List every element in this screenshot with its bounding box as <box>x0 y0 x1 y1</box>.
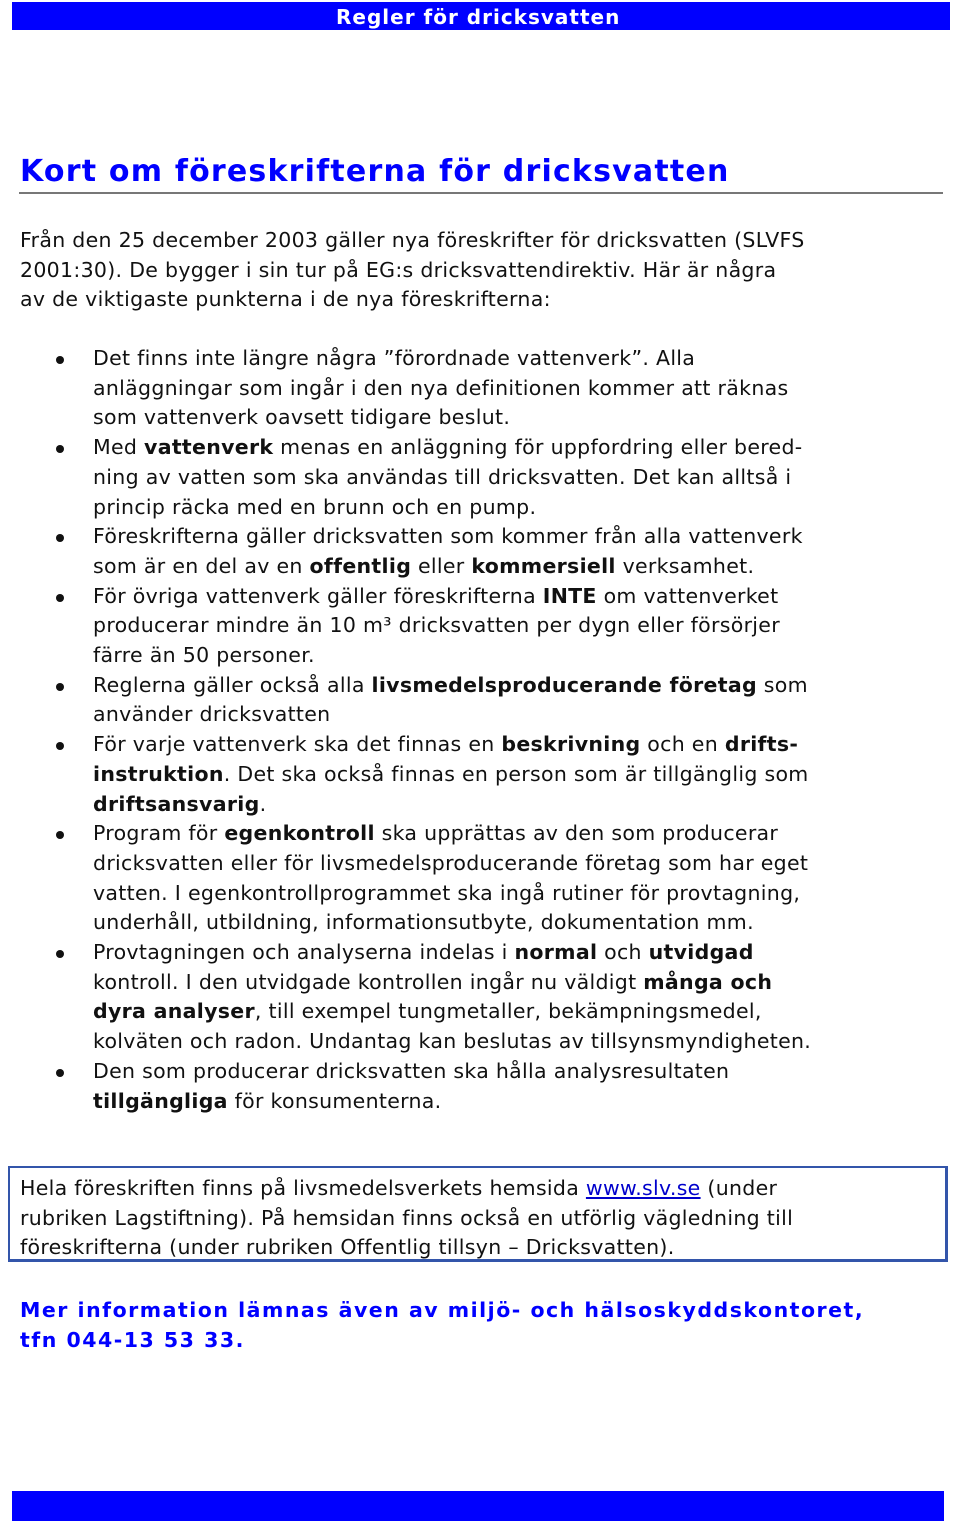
emphasis-text: INTE <box>542 583 597 608</box>
body-text: ska upprättas av den som producerar <box>374 821 779 846</box>
body-text: som är en del av en <box>93 553 310 578</box>
list-item-line <box>93 938 960 968</box>
bullet-icon <box>56 950 64 958</box>
info-line: rubriken Lagstiftning). På hemsidan finns också en utförlig vägledning till <box>20 1205 794 1230</box>
emphasis-text: drifts- <box>724 732 799 757</box>
emphasis-text: egenkontroll <box>224 821 375 846</box>
list-item-line <box>93 433 960 463</box>
body-text: Med <box>93 435 145 460</box>
body-text: Reglerna gäller också alla <box>93 672 372 697</box>
emphasis-text: tillgängliga <box>93 1088 228 1113</box>
list-item-line <box>93 641 960 671</box>
body-text: dricksvatten eller för livsmedelsproducerande företag som har eget <box>93 850 809 875</box>
list-item-line <box>93 611 960 641</box>
info-line: föreskrifterna (under rubriken Offentlig tillsyn – Dricksvatten). <box>20 1235 675 1260</box>
list-item <box>0 522 960 581</box>
bullet-icon <box>56 1069 64 1077</box>
bullet-icon <box>56 356 64 364</box>
list-item-line <box>93 968 960 998</box>
list-item <box>0 938 960 1057</box>
list-item-line <box>93 908 960 938</box>
bullet-icon <box>56 683 64 691</box>
body-text: som vattenverk oavsett tidigare beslut. <box>93 405 511 430</box>
heading-divider <box>19 192 943 194</box>
list-item-line <box>93 997 960 1027</box>
emphasis-text: normal <box>514 940 598 965</box>
emphasis-text: driftsansvarig <box>93 791 260 816</box>
body-text: vatten. I egenkontrollprogrammet ska ingå rutiner för provtagning, <box>93 880 801 905</box>
body-text: som <box>756 672 808 697</box>
list-item-line <box>93 1087 960 1117</box>
emphasis-text: vattenverk <box>144 435 274 460</box>
body-text: Den som producerar dricksvatten ska hålla analysresultaten <box>93 1058 730 1083</box>
list-item-line <box>93 700 960 730</box>
body-text: producerar mindre än 10 m³ dricksvatten per dygn eller försörjer <box>93 613 780 638</box>
body-text: Provtagningen och analyserna indelas i <box>93 940 515 965</box>
list-item-line <box>93 879 960 909</box>
list-item-line <box>93 552 960 582</box>
info-line-post: (under <box>700 1176 778 1200</box>
list-item-line <box>93 730 960 760</box>
list-item-line <box>93 819 960 849</box>
list-item <box>0 819 960 938</box>
body-text: ning av vatten som ska användas till dricksvatten. Det kan alltså i <box>93 464 792 489</box>
body-text: om vattenverket <box>596 583 779 608</box>
body-text: . Det ska också finnas en person som är tillgänglig som <box>223 761 809 786</box>
list-item-line <box>93 671 960 701</box>
emphasis-text: många och <box>643 969 773 994</box>
list-item-line <box>93 493 960 523</box>
emphasis-text: offentlig <box>309 553 412 578</box>
body-text: anläggningar som ingår i den nya definitionen kommer att räknas <box>93 375 789 400</box>
intro-line: av de viktigaste punkterna i de nya föreskrifterna: <box>20 287 551 312</box>
body-text: färre än 50 personer. <box>93 643 315 668</box>
list-item-line <box>93 1057 960 1087</box>
body-text: Föreskrifterna gäller dricksvatten som kommer från alla vattenverk <box>93 524 803 549</box>
body-text: För varje vattenverk ska det finnas en <box>93 732 502 757</box>
bullet-icon <box>56 445 64 453</box>
body-text: För övriga vattenverk gäller föreskrifterna <box>93 583 543 608</box>
body-text: kontroll. I den utvidgade kontrollen ingår nu väldigt <box>93 969 644 994</box>
body-text: för konsumenterna. <box>227 1088 442 1113</box>
list-item <box>0 582 960 671</box>
list-item-line <box>93 790 960 820</box>
list-item-line <box>93 582 960 612</box>
list-item-line <box>93 403 960 433</box>
body-text: Det finns inte längre några ”förordnade vattenverk”. Alla <box>93 346 696 370</box>
footer-bar <box>12 1491 944 1521</box>
slv-link[interactable]: www.slv.se <box>585 1176 701 1200</box>
list-item-line <box>93 760 960 790</box>
list-item <box>0 1057 960 1116</box>
contact-line: Mer information lämnas även av miljö- och hälsoskyddskontoret, <box>20 1298 865 1322</box>
header-title: Regler för dricksvatten <box>336 5 621 29</box>
list-item-line <box>93 522 960 552</box>
info-box <box>8 1166 948 1262</box>
list-item-line <box>93 344 960 374</box>
info-line-pre: Hela föreskriften finns på livsmedelsverkets hemsida <box>20 1176 586 1200</box>
body-text: . <box>259 791 267 816</box>
contact-info <box>20 1295 864 1355</box>
body-text: underhåll, utbildning, informationsutbyte, dokumentation mm. <box>93 910 754 935</box>
contact-phone: tfn 044-13 53 33. <box>20 1328 245 1352</box>
info-text <box>20 1174 793 1263</box>
body-text: menas en anläggning för uppfordring eller bered- <box>273 435 803 460</box>
info-line <box>20 1174 793 1204</box>
list-item-line <box>93 849 960 879</box>
bullet-icon <box>56 594 64 602</box>
emphasis-text: beskrivning <box>501 732 641 757</box>
list-item <box>0 730 960 819</box>
page-title: Kort om föreskrifterna för dricksvatten <box>20 154 730 189</box>
body-text: använder dricksvatten <box>93 702 331 727</box>
body-text: och <box>597 940 649 965</box>
emphasis-text: livsmedelsproducerande företag <box>371 672 757 697</box>
list-item <box>0 671 960 730</box>
list-item-line <box>93 1027 960 1057</box>
emphasis-text: instruktion <box>93 761 224 786</box>
bullet-icon <box>56 831 64 839</box>
bullet-icon <box>56 534 64 542</box>
body-text: Program för <box>93 821 225 846</box>
list-item-line <box>93 374 960 404</box>
intro-paragraph <box>20 226 945 315</box>
emphasis-text: kommersiell <box>471 553 616 578</box>
intro-line: 2001:30). De bygger i sin tur på EG:s dricksvattendirektiv. Här är några <box>20 257 777 282</box>
list-item-line <box>93 463 960 493</box>
body-text: eller <box>411 553 472 578</box>
bullet-icon <box>56 742 64 750</box>
emphasis-text: utvidgad <box>648 940 754 965</box>
header-bar <box>12 2 950 30</box>
list-item <box>0 344 960 433</box>
intro-line: Från den 25 december 2003 gäller nya föreskrifter för dricksvatten (SLVFS <box>20 228 805 252</box>
body-text: kolväten och radon. Undantag kan beslutas av tillsynsmyndigheten. <box>93 1029 812 1054</box>
emphasis-text: dyra analyser <box>93 999 255 1024</box>
body-text: och en <box>640 732 725 757</box>
body-text: , till exempel tungmetaller, bekämpningsmedel, <box>254 999 762 1024</box>
facts-list <box>0 344 960 1116</box>
body-text: verksamhet. <box>615 553 755 578</box>
list-item <box>0 433 960 522</box>
body-text: princip räcka med en brunn och en pump. <box>93 494 537 519</box>
